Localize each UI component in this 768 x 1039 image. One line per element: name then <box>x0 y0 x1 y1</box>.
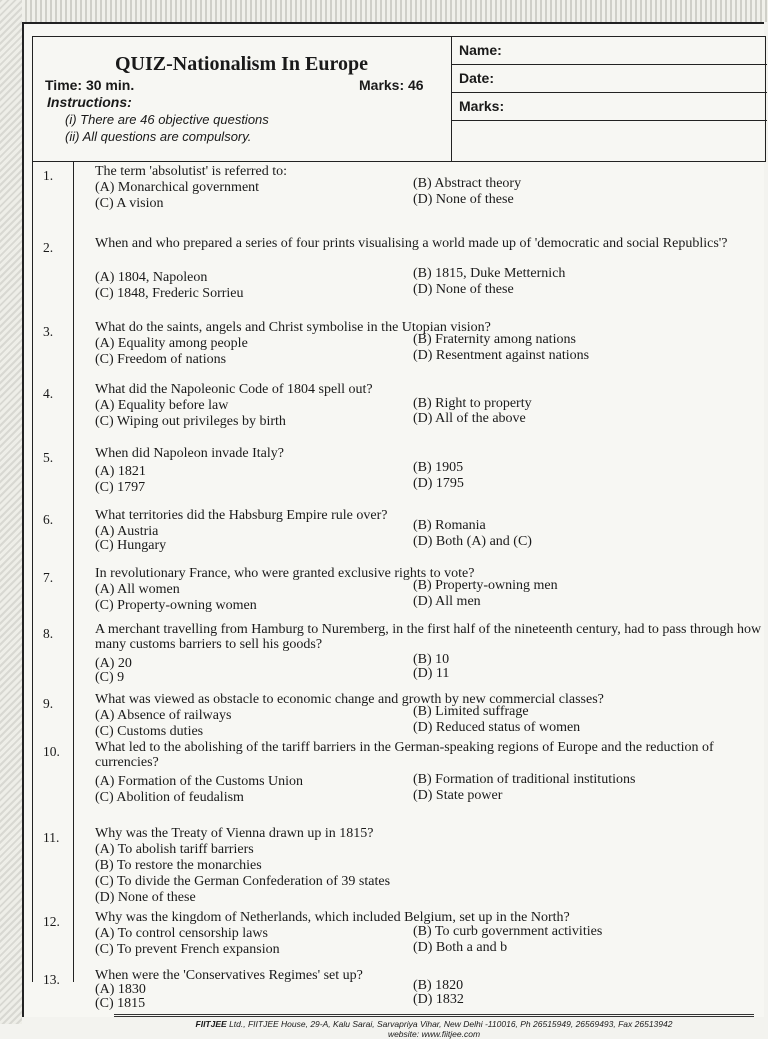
option-b[interactable]: (B) Property-owning men <box>413 578 558 593</box>
quiz-header <box>32 36 766 162</box>
footer-address: Ltd., FIITJEE House, 29-A, Kalu Sarai, Sarvapriya Vihar, New Delhi -110016, Ph 26515949, 26569493, Fax 26513942 <box>229 1019 673 1029</box>
option-a[interactable]: (A) To control censorship laws <box>95 926 268 941</box>
option-a[interactable]: (A) 1804, Napoleon <box>95 270 208 285</box>
option-b[interactable]: (B) Abstract theory <box>413 176 522 191</box>
option-d[interactable]: (D) All men <box>413 594 481 609</box>
question-text: Why was the kingdom of Netherlands, which included Belgium, set up in the North? <box>95 910 570 925</box>
option-b[interactable]: (B) To restore the monarchies <box>95 858 262 873</box>
question-text: In revolutionary France, who were granted exclusive rights to vote? <box>95 566 475 581</box>
question-text: The term 'absolutist' is referred to: <box>95 164 288 179</box>
option-a[interactable]: (A) Formation of the Customs Union <box>95 774 304 789</box>
option-b[interactable]: (B) Formation of traditional institutions <box>413 772 636 787</box>
option-b[interactable]: (B) 1815, Duke Metternich <box>413 266 566 281</box>
question-number: 8. <box>43 626 54 641</box>
question-text: What did the Napoleonic Code of 1804 spell out? <box>95 382 373 397</box>
question-number: 7. <box>43 570 54 585</box>
option-c[interactable]: (C) To prevent French expansion <box>95 942 280 957</box>
time-limit: Time: 30 min. <box>45 77 135 93</box>
option-c[interactable]: (C) Freedom of nations <box>95 352 227 367</box>
option-c[interactable]: (C) Property-owning women <box>95 598 257 613</box>
question-number: 9. <box>43 696 54 711</box>
option-a[interactable]: (A) 1830 <box>95 982 146 997</box>
question-number: 10. <box>43 744 60 759</box>
option-c[interactable]: (C) 1815 <box>95 996 146 1011</box>
option-d[interactable]: (D) 1832 <box>413 992 464 1007</box>
option-c[interactable]: (C) Abolition of feudalism <box>95 790 244 805</box>
instruction-line: (ii) All questions are compulsory. <box>65 129 252 144</box>
option-d[interactable]: (D) None of these <box>95 890 196 905</box>
option-d[interactable]: (D) Both (A) and (C) <box>413 534 532 549</box>
option-c[interactable]: (C) To divide the German Confederation of 39 states <box>95 874 391 889</box>
question-text: What territories did the Habsburg Empire rule over? <box>95 508 388 523</box>
question-text: Why was the Treaty of Vienna drawn up in 1815? <box>95 826 374 841</box>
question-number: 13. <box>43 972 60 987</box>
option-b[interactable]: (B) To curb government activities <box>413 924 603 939</box>
question-text: What was viewed as obstacle to economic change and growth by new commercial classes? <box>95 692 604 707</box>
option-d[interactable]: (D) 1795 <box>413 476 464 491</box>
footer-website: website: www.fiitjee.com <box>387 1029 481 1039</box>
question-text: What do the saints, angels and Christ symbolise in the Utopian vision? <box>95 320 491 335</box>
option-b[interactable]: (B) 10 <box>413 652 450 667</box>
option-d[interactable]: (D) None of these <box>413 192 514 207</box>
quiz-sheet <box>22 22 764 1039</box>
footer-brand: FIITJEE <box>195 1019 227 1029</box>
name-field[interactable] <box>451 37 767 65</box>
option-a[interactable]: (A) Absence of railways <box>95 708 232 723</box>
option-c[interactable]: (C) 1797 <box>95 480 146 495</box>
question-text: When were the 'Conservatives Regimes' set up? <box>95 968 363 983</box>
question-number: 3. <box>43 324 54 339</box>
option-b[interactable]: (B) Right to property <box>413 396 532 411</box>
question-number: 11. <box>43 830 60 845</box>
marks-label: Marks: <box>459 98 505 114</box>
question-number: 12. <box>43 914 60 929</box>
question-text: When did Napoleon invade Italy? <box>95 446 284 461</box>
option-c[interactable]: (C) 1848, Frederic Sorrieu <box>95 286 244 301</box>
option-a[interactable]: (A) Equality among people <box>95 336 248 351</box>
option-a[interactable]: (A) Equality before law <box>95 398 229 413</box>
option-d[interactable]: (D) 11 <box>413 666 450 681</box>
option-c[interactable]: (C) Wiping out privileges by birth <box>95 414 286 429</box>
option-b[interactable]: (B) 1905 <box>413 460 464 475</box>
option-b[interactable]: (B) Limited suffrage <box>413 704 529 719</box>
quiz-info-panel <box>33 37 452 161</box>
option-c[interactable]: (C) A vision <box>95 196 164 211</box>
name-label: Name: <box>459 42 502 58</box>
option-b[interactable]: (B) Fraternity among nations <box>413 332 576 347</box>
question-number: 2. <box>43 240 54 255</box>
question-text: When and who prepared a series of four prints visualising a world made up of 'democratic and social Republics'? <box>95 236 728 251</box>
option-a[interactable]: (A) 1821 <box>95 464 146 479</box>
option-d[interactable]: (D) All of the above <box>413 411 526 426</box>
option-a[interactable]: (A) All women <box>95 582 180 597</box>
question-number: 1. <box>43 168 54 183</box>
option-a[interactable]: (A) 20 <box>95 656 132 671</box>
option-d[interactable]: (D) State power <box>413 788 503 803</box>
date-field[interactable] <box>451 65 767 93</box>
page-edge-top <box>0 0 768 22</box>
question-number: 6. <box>43 512 54 527</box>
option-c[interactable]: (C) Customs duties <box>95 724 204 739</box>
question-text: A merchant travelling from Hamburg to Nuremberg, in the first half of the nineteenth century, had to pass through how many customs barriers to sell his goods? <box>95 622 762 652</box>
question-number: 4. <box>43 386 54 401</box>
page-edge-binding <box>0 0 22 1024</box>
option-a[interactable]: (A) Austria <box>95 524 159 539</box>
question-text: What led to the abolishing of the tariff barriers in the German-speaking regions of Europe and the reduction of currencies? <box>95 740 714 770</box>
option-d[interactable]: (D) None of these <box>413 282 514 297</box>
number-column <box>33 162 74 982</box>
option-c[interactable]: (C) Hungary <box>95 538 167 553</box>
page-title: QUIZ-Nationalism In Europe <box>115 53 369 75</box>
option-d[interactable]: (D) Reduced status of women <box>413 720 581 735</box>
option-b[interactable]: (B) 1820 <box>413 978 464 993</box>
option-b[interactable]: (B) Romania <box>413 518 486 533</box>
instruction-line: (i) There are 46 objective questions <box>65 112 269 127</box>
question-list <box>32 162 767 1011</box>
option-d[interactable]: (D) Both a and b <box>413 940 508 955</box>
date-label: Date: <box>459 70 495 86</box>
option-c[interactable]: (C) 9 <box>95 670 125 685</box>
page-footer <box>114 1014 754 1039</box>
option-d[interactable]: (D) Resentment against nations <box>413 348 590 363</box>
option-a[interactable]: (A) To abolish tariff barriers <box>95 842 254 857</box>
question-number: 5. <box>43 450 54 465</box>
marks-field[interactable] <box>451 93 767 121</box>
option-a[interactable]: (A) Monarchical government <box>95 180 260 195</box>
instructions-heading: Instructions: <box>47 94 132 110</box>
total-marks: Marks: 46 <box>359 77 424 93</box>
